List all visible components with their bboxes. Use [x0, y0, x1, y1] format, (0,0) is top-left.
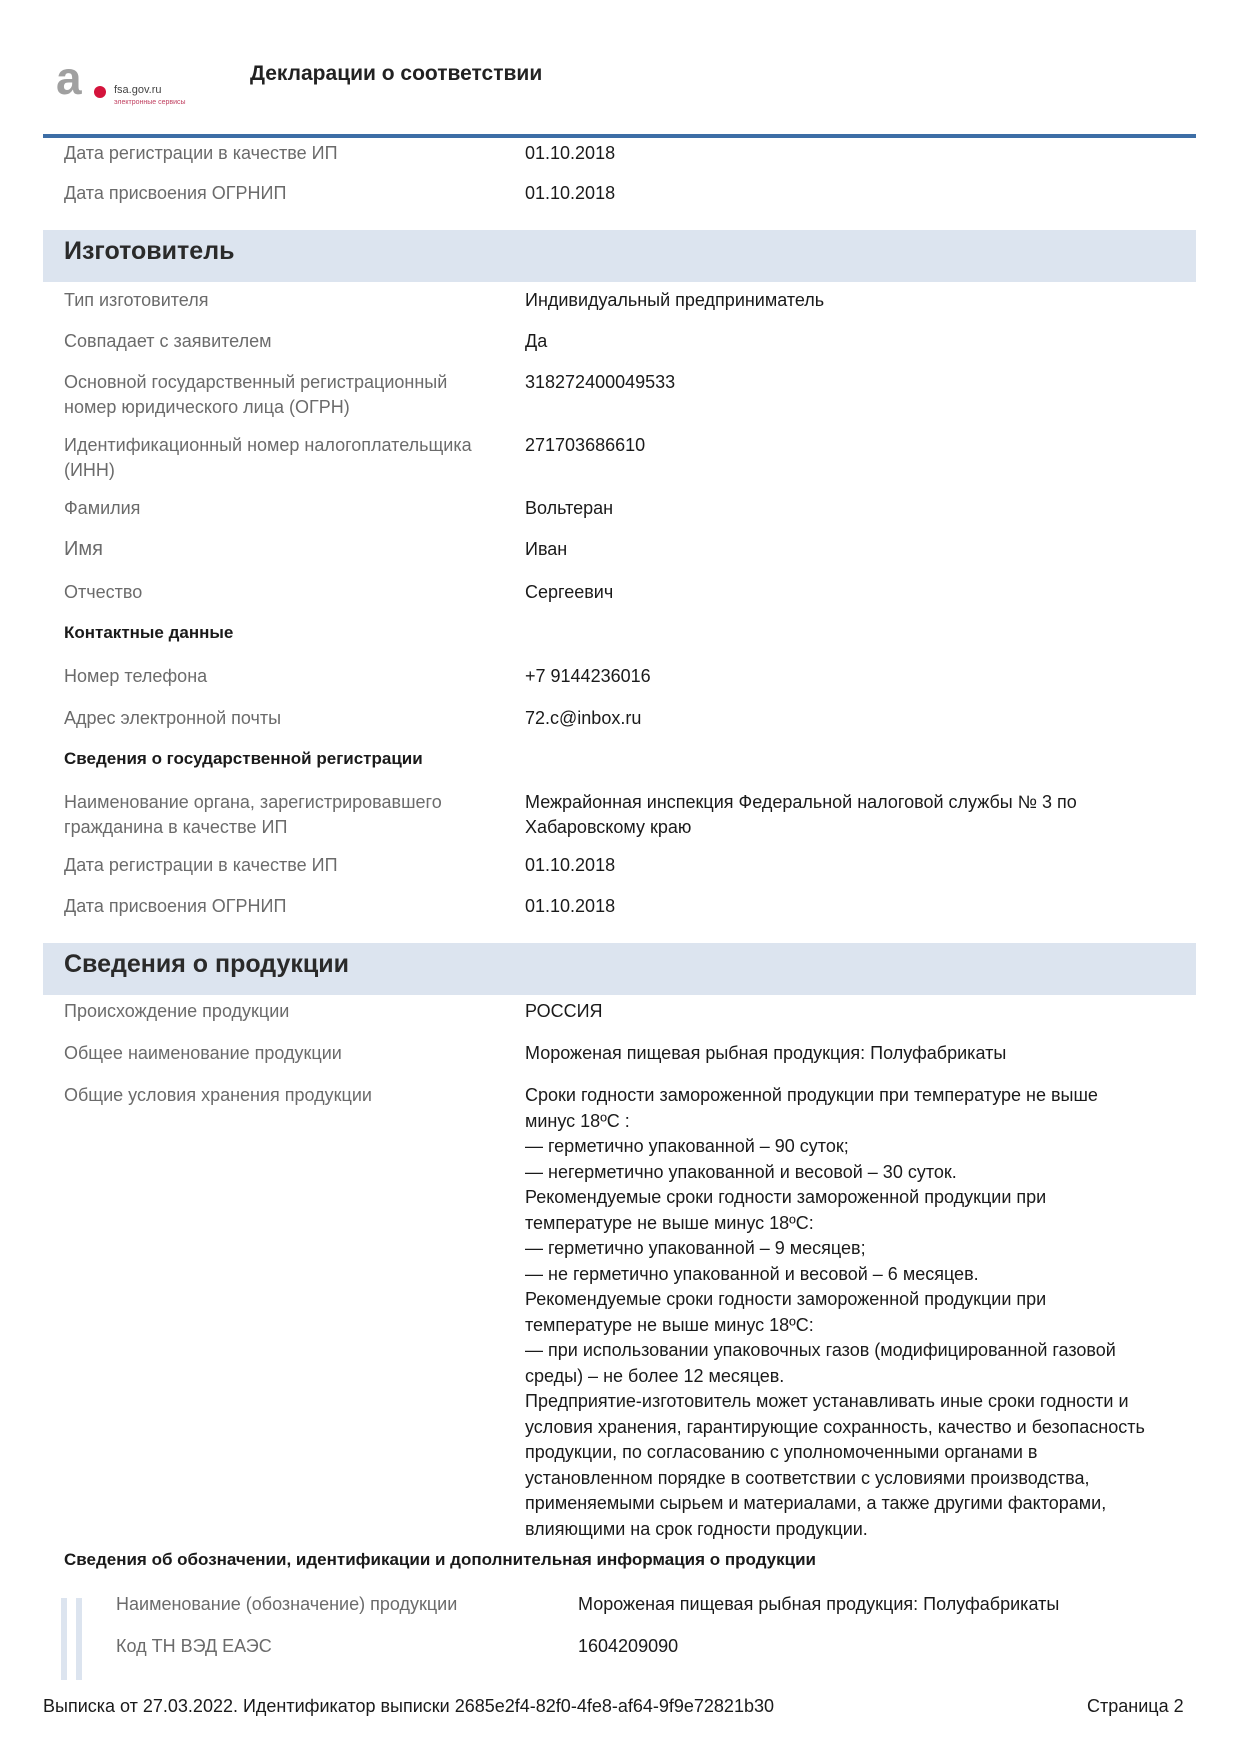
field-label: Номер телефона: [64, 666, 208, 686]
page-title: Декларации о соответствии: [250, 62, 543, 85]
storage-line: температуре не выше минус 18ºС:: [525, 1212, 814, 1233]
logo-text: fsa.gov.ru: [114, 84, 162, 96]
field-value: Иван: [525, 539, 568, 559]
field-label: Код ТН ВЭД ЕАЭС: [116, 1636, 272, 1656]
field-label: Тип изготовителя: [64, 290, 209, 310]
page-number: Страница 2: [1087, 1696, 1184, 1716]
field-value: Вольтеран: [525, 498, 614, 518]
storage-line: температуре не выше минус 18ºС:: [525, 1314, 814, 1335]
storage-line: — при использовании упаковочных газов (модифицированной газовой: [525, 1340, 1116, 1360]
storage-line: Предприятие-изготовитель может устанавливать иные сроки годности и: [525, 1391, 1129, 1411]
storage-conditions-text: [525, 1083, 1185, 1542]
storage-line: Рекомендуемые сроки годности замороженной продукции при: [525, 1187, 1047, 1207]
storage-line: условия хранения, гарантирующие сохранность, качество и безопасность: [525, 1416, 1145, 1437]
storage-line: минус 18ºС :: [525, 1110, 630, 1131]
field-value: 01.10.2018: [525, 183, 616, 203]
storage-line: Сроки годности замороженной продукции при температуре не выше: [525, 1085, 1098, 1105]
logo-subtext: электронные сервисы: [114, 99, 186, 106]
field-label: Общие условия хранения продукции: [64, 1085, 372, 1105]
fsa-logo: [56, 56, 206, 112]
field-value: Да: [525, 331, 548, 351]
field-label: Адрес электронной почты: [64, 708, 282, 728]
field-value: 318272400049533: [525, 372, 676, 392]
field-label: Дата присвоения ОГРНИП: [64, 183, 287, 203]
nested-block-bar: [61, 1598, 67, 1680]
field-value: 271703686610: [525, 435, 646, 455]
storage-line: Рекомендуемые сроки годности замороженной продукции при: [525, 1289, 1047, 1309]
subsection-title: Контактные данные: [64, 623, 234, 642]
section-title: Изготовитель: [64, 237, 235, 265]
field-value: 1604209090: [578, 1636, 679, 1656]
subsection-title: Сведения о государственной регистрации: [64, 749, 423, 768]
field-value: Мороженая пищевая рыбная продукция: Полуфабрикаты: [525, 1043, 1007, 1063]
section-header-product: [43, 943, 1196, 995]
field-label: Наименование органа, зарегистрировавшего гражданина в качестве ИП: [64, 792, 442, 837]
storage-line: установленном порядке в соответствии с условиями производства,: [525, 1467, 1090, 1488]
field-label: Дата регистрации в качестве ИП: [64, 143, 338, 163]
field-value: +7 9144236016: [525, 666, 651, 686]
field-label: Дата регистрации в качестве ИП: [64, 855, 338, 875]
field-value: РОССИЯ: [525, 1001, 603, 1021]
field-label: Дата присвоения ОГРНИП: [64, 896, 287, 916]
field-value: 72.c@inbox.ru: [525, 708, 642, 728]
storage-line: среды) – не более 12 месяцев.: [525, 1365, 785, 1386]
section-header-manufacturer: [43, 230, 1196, 282]
footer-extract-info: Выписка от 27.03.2022. Идентификатор выписки 2685e2f4-82f0-4fe8-af64-9f9e72821b30: [43, 1696, 774, 1716]
storage-line: — негерметично упакованной и весовой – 30 суток.: [525, 1161, 957, 1182]
field-value: Мороженая пищевая рыбная продукция: Полуфабрикаты: [578, 1594, 1060, 1614]
header-divider: [43, 134, 1196, 138]
field-value: Сергеевич: [525, 582, 614, 602]
field-label: Отчество: [64, 582, 143, 602]
svg-text:a: a: [56, 56, 82, 104]
field-label: Совпадает с заявителем: [64, 331, 272, 351]
section-title: Сведения о продукции: [64, 950, 349, 978]
field-value: 01.10.2018: [525, 855, 616, 875]
field-label: Наименование (обозначение) продукции: [116, 1594, 458, 1614]
storage-line: — герметично упакованной – 90 суток;: [525, 1136, 849, 1156]
storage-line: применяемыми сырьем и материалами, а также другими факторами,: [525, 1493, 1107, 1513]
nested-block-bar: [76, 1598, 82, 1680]
storage-line: продукции, по согласованию с уполномоченными органами в: [525, 1442, 1038, 1462]
field-value: Индивидуальный предприниматель: [525, 290, 825, 310]
field-label: Происхождение продукции: [64, 1001, 290, 1021]
field-label: Идентификационный номер налогоплательщика (ИНН): [64, 435, 472, 480]
field-label: Фамилия: [64, 498, 141, 518]
field-label: Имя: [64, 538, 103, 560]
storage-line: влияющими на срок годности продукции.: [525, 1518, 868, 1539]
storage-line: — не герметично упакованной и весовой – 6 месяцев.: [525, 1263, 979, 1284]
field-value: Межрайонная инспекция Федеральной налоговой службы № 3 по Хабаровскому краю: [525, 792, 1077, 837]
storage-line: — герметично упакованной – 9 месяцев;: [525, 1238, 866, 1258]
field-label: Общее наименование продукции: [64, 1043, 342, 1063]
subsection-title: Сведения об обозначении, идентификации и дополнительная информация о продукции: [64, 1550, 817, 1569]
field-value: 01.10.2018: [525, 896, 616, 916]
field-value: 01.10.2018: [525, 143, 616, 163]
field-label: Основной государственный регистрационный номер юридического лица (ОГРН): [64, 372, 448, 417]
